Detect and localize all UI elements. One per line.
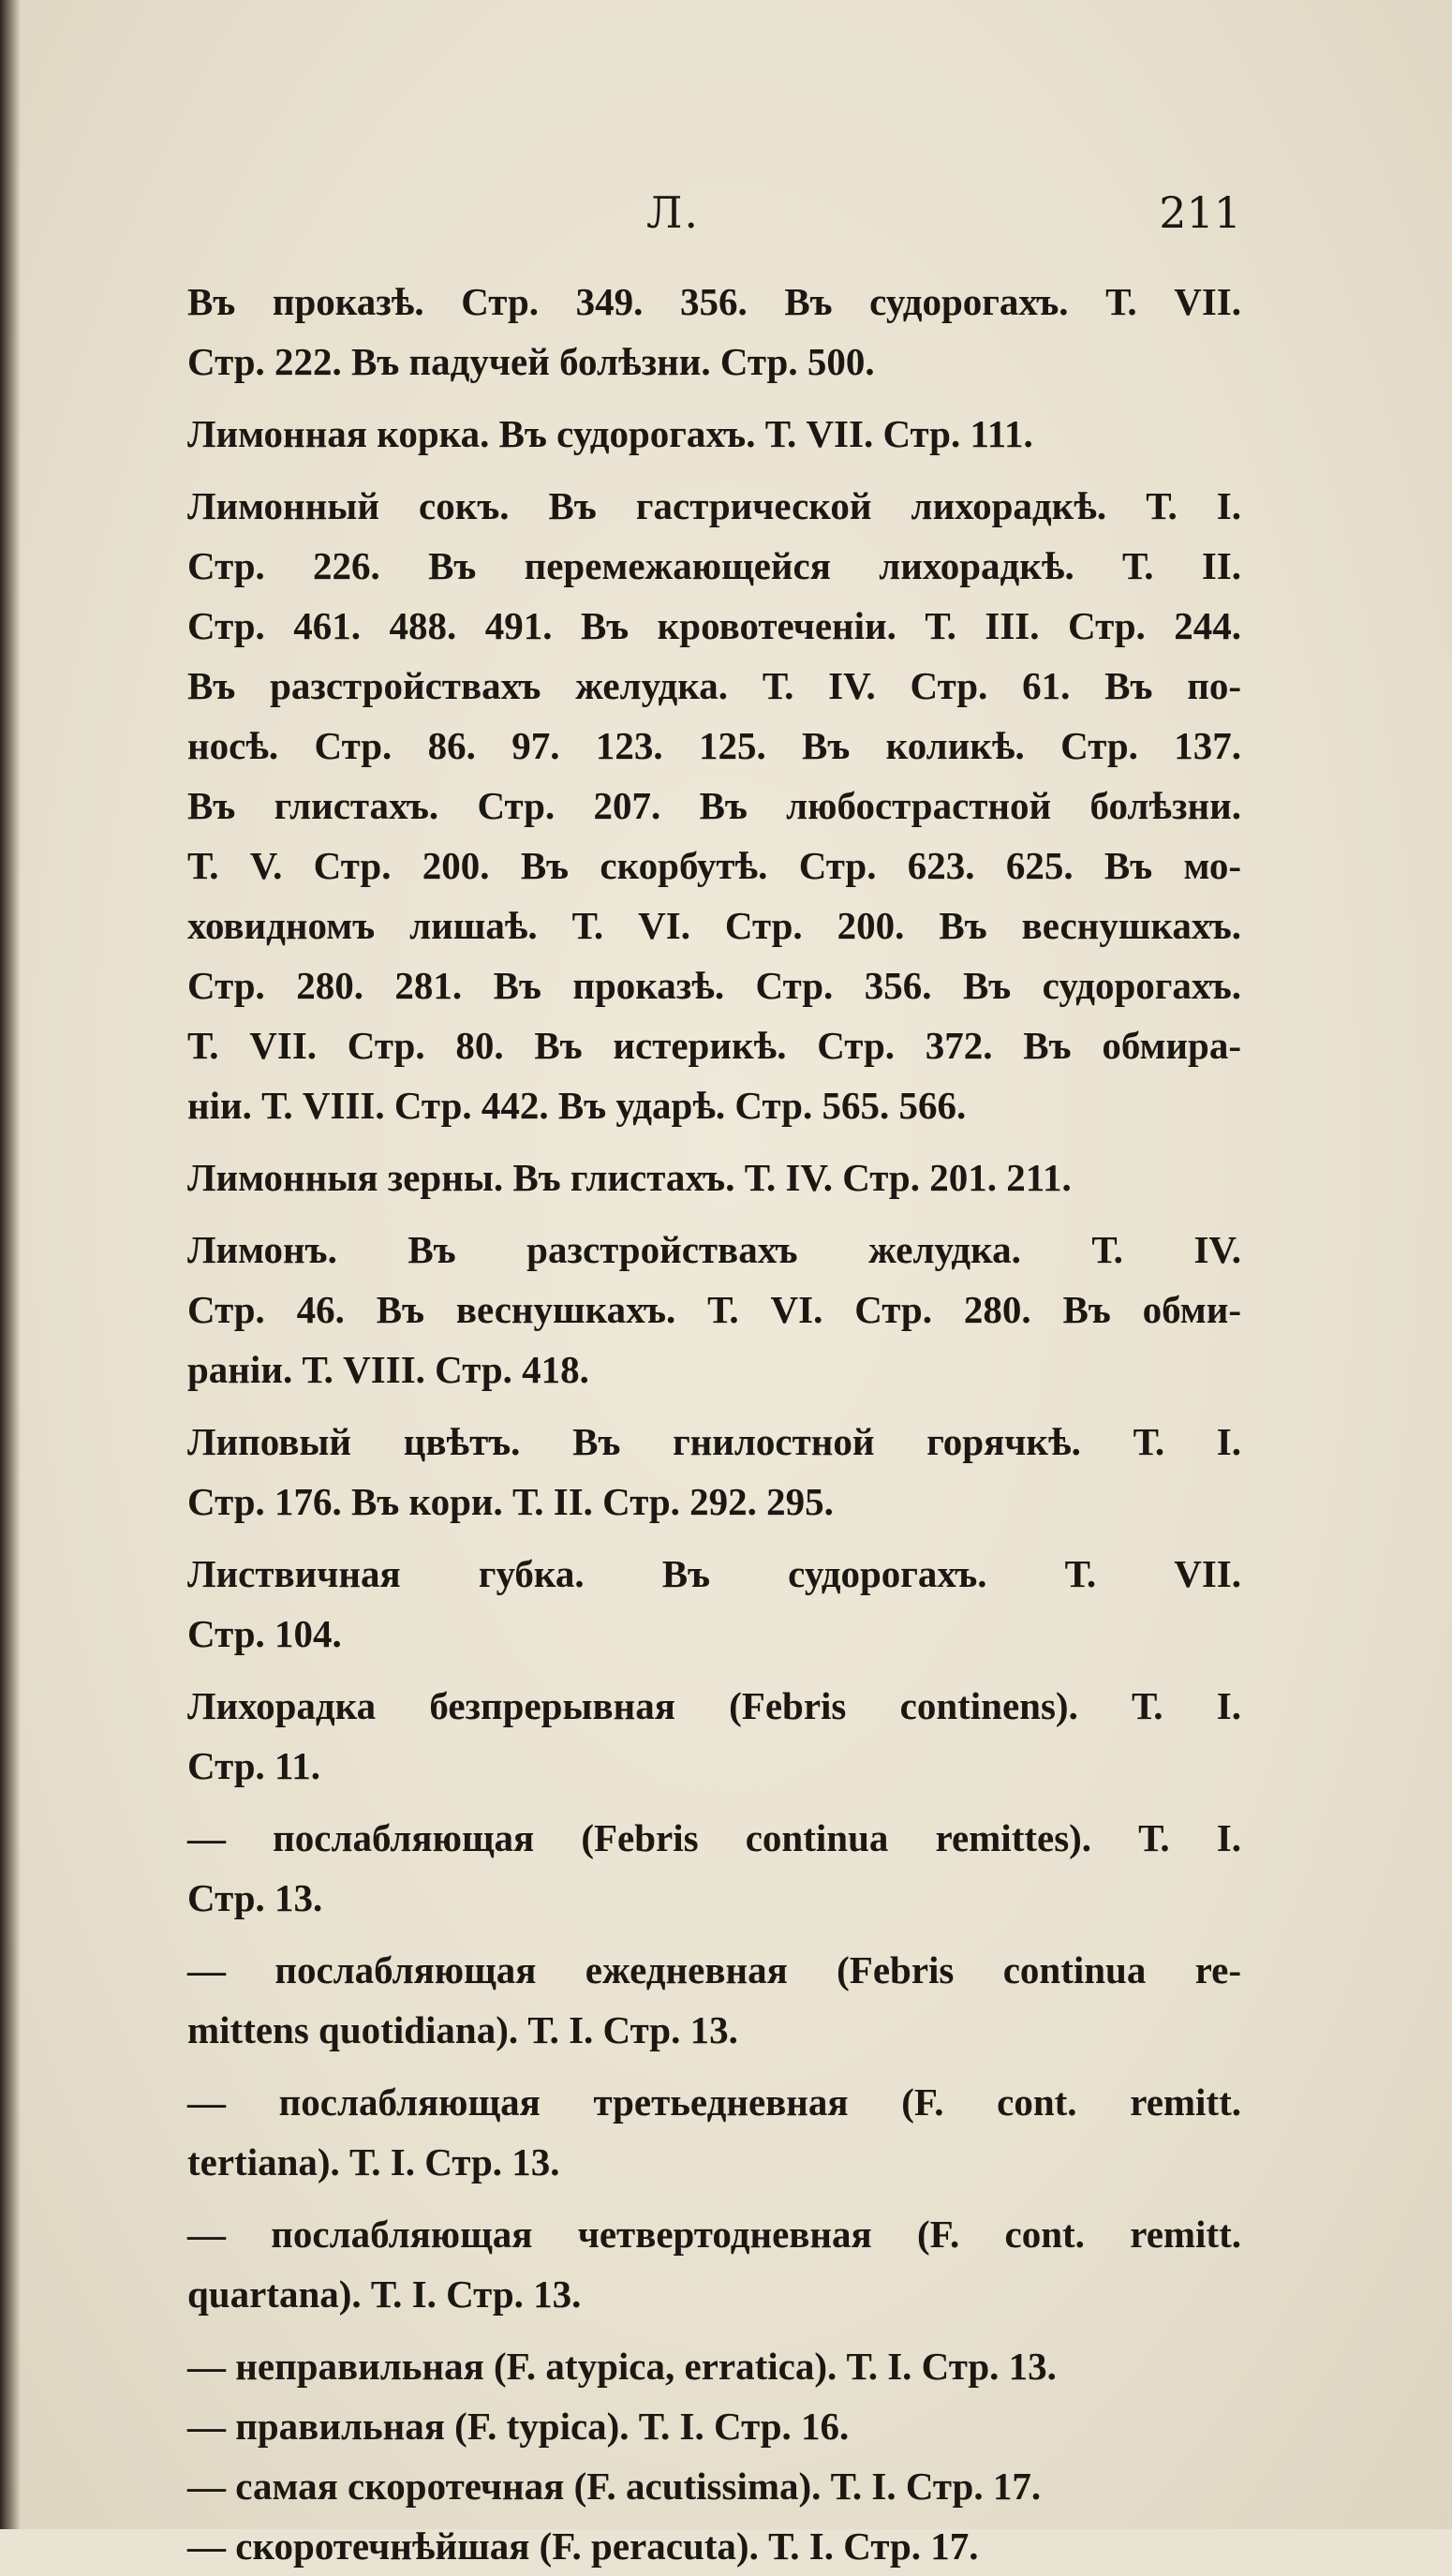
index-entry xyxy=(187,1940,1241,2060)
entry-line: — послабляющая третьедневная (F. cont. remitt. xyxy=(187,2080,1241,2124)
entry-line: ховидномъ лишаѣ. Т. VI. Стр. 200. Въ веснушкахъ. xyxy=(187,904,1241,947)
entry-line: раніи. Т. VIII. Стр. 418. xyxy=(187,1348,589,1391)
entry-line: Т. VII. Стр. 80. Въ истерикѣ. Стр. 372. Въ обмира- xyxy=(187,1024,1241,1067)
entry-line: — самая скоротечная (F. acutissima). Т. I. Стр. 17. xyxy=(187,2465,1042,2508)
entry-line: Листвичная губка. Въ судорогахъ. Т. VII. xyxy=(187,1552,1241,1595)
index-entry xyxy=(187,1412,1241,1532)
index-entry xyxy=(187,2396,1241,2456)
index-entry xyxy=(187,1544,1241,1664)
entry-line: — скоротечнѣйшая (F. peracuta). Т. I. Стр. 17. xyxy=(187,2524,979,2568)
entry-line: quartana). Т. I. Стр. 13. xyxy=(187,2273,582,2316)
index-entry xyxy=(187,1808,1241,1928)
index-entry xyxy=(187,476,1241,1135)
entry-line: Стр. 11. xyxy=(187,1744,320,1787)
entry-line: Стр. 46. Въ веснушкахъ. Т. VI. Стр. 280. Въ обми- xyxy=(187,1288,1241,1331)
entry-line: Лимонныя зерны. Въ глистахъ. Т. IV. Стр. 201. 211. xyxy=(187,1156,1072,1199)
index-entry xyxy=(187,1220,1241,1399)
entry-line: Стр. 461. 488. 491. Въ кровотеченіи. Т. III. Стр. 244. xyxy=(187,604,1241,647)
entry-line: Стр. 104. xyxy=(187,1612,342,1655)
entry-line: tertiana). Т. I. Стр. 13. xyxy=(187,2140,560,2184)
entry-line: Въ разстройствахъ желудка. Т. IV. Стр. 61. Въ по- xyxy=(187,664,1241,707)
page-header xyxy=(187,187,1241,253)
entry-line: Въ проказѣ. Стр. 349. 356. Въ судорогахъ. Т. VII. xyxy=(187,280,1241,323)
entry-line: Стр. 226. Въ перемежающейся лихорадкѣ. Т. II. xyxy=(187,544,1241,587)
entry-line: — послабляющая (Febris continua remittes). Т. I. xyxy=(187,1816,1241,1859)
entry-line: Лимонная корка. Въ судорогахъ. Т. VII. Стр. 111. xyxy=(187,412,1033,455)
entry-line: Лихорадка безпрерывная (Febris continens). Т. I. xyxy=(187,1684,1241,1727)
index-letter: Л. xyxy=(646,187,701,238)
page-binding-shadow xyxy=(0,0,21,2529)
index-entry xyxy=(187,404,1241,464)
entry-line: Лимонъ. Въ разстройствахъ желудка. Т. IV. xyxy=(187,1228,1241,1271)
entry-line: — послабляющая четвертодневная (F. cont. remitt. xyxy=(187,2213,1241,2256)
entry-line: Т. V. Стр. 200. Въ скорбутѣ. Стр. 623. 625. Въ мо- xyxy=(187,844,1241,887)
index-entry xyxy=(187,2204,1241,2324)
index-text xyxy=(187,272,1241,2576)
entry-line: Стр. 13. xyxy=(187,1876,323,1919)
entry-line: mittens quotidiana). Т. I. Стр. 13. xyxy=(187,2008,738,2051)
index-entry xyxy=(187,2336,1241,2396)
entry-line: — неправильная (F. atypica, erratica). Т. I. Стр. 13. xyxy=(187,2345,1057,2388)
entry-line: Лимонный сокъ. Въ гастрической лихорадкѣ. Т. I. xyxy=(187,484,1241,527)
index-entry xyxy=(187,2456,1241,2516)
entry-line: носѣ. Стр. 86. 97. 123. 125. Въ коликѣ. Стр. 137. xyxy=(187,724,1241,767)
entry-line: Липовый цвѣтъ. Въ гнилостной горячкѣ. Т. I. xyxy=(187,1420,1241,1463)
entry-line: — послабляющая ежедневная (Febris continua re- xyxy=(187,1948,1241,1991)
index-entry xyxy=(187,1147,1241,1207)
entry-line: ніи. Т. VIII. Стр. 442. Въ ударѣ. Стр. 565. 566. xyxy=(187,1084,967,1127)
index-entry xyxy=(187,2516,1241,2576)
index-entry xyxy=(187,272,1241,392)
page-number: 211 xyxy=(1159,187,1241,238)
entry-line: Стр. 280. 281. Въ проказѣ. Стр. 356. Въ судорогахъ. xyxy=(187,964,1241,1007)
entry-line: Въ глистахъ. Стр. 207. Въ любострастной болѣзни. xyxy=(187,784,1241,827)
entry-line: Стр. 222. Въ падучей болѣзни. Стр. 500. xyxy=(187,340,875,383)
entry-line: — правильная (F. typica). Т. I. Стр. 16. xyxy=(187,2405,850,2448)
entry-line: Стр. 176. Въ кори. Т. II. Стр. 292. 295. xyxy=(187,1480,834,1523)
index-entry xyxy=(187,2072,1241,2192)
index-entry xyxy=(187,1676,1241,1796)
